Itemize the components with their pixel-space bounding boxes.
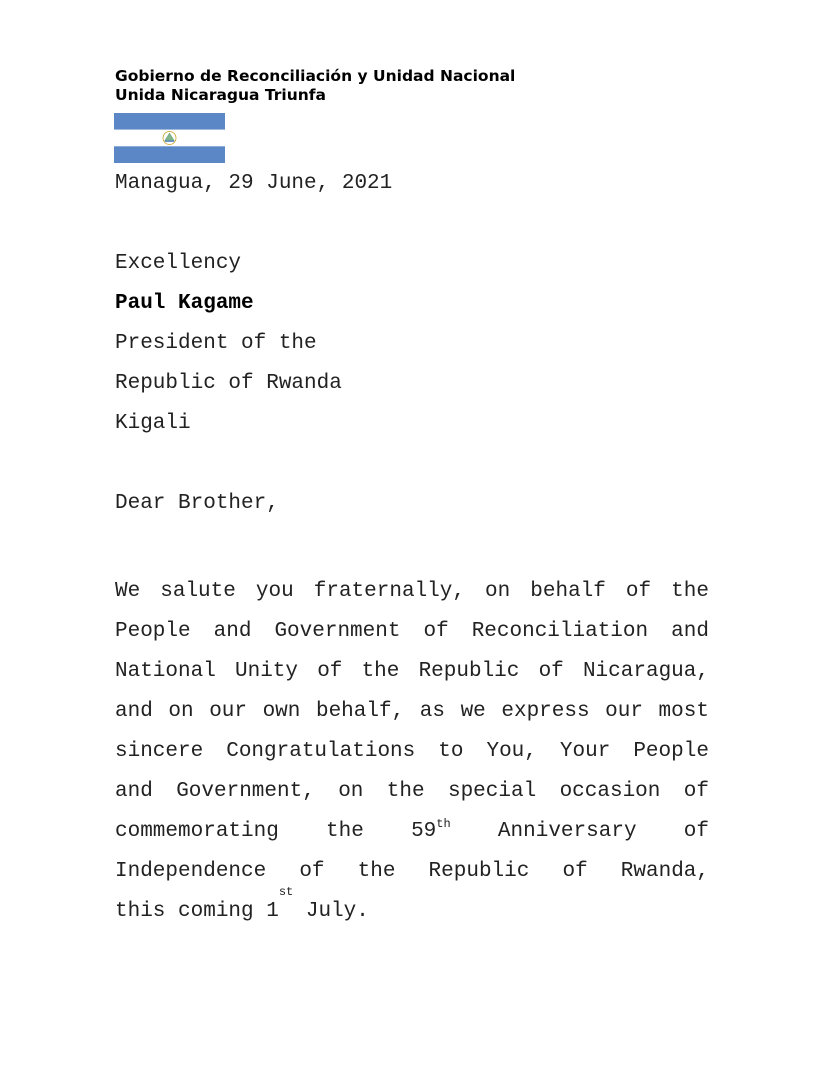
body-word: behalf, [315, 700, 405, 723]
letterhead-government: Gobierno de Reconciliación y Unidad Nacional [115, 67, 516, 85]
body-word: of [562, 860, 588, 883]
body-word: of [625, 580, 652, 603]
body-word: Reconciliation [471, 620, 649, 643]
body-word: fraternally, [313, 580, 465, 603]
addressee-city: Kigali [115, 412, 191, 435]
body-word: the [361, 660, 400, 683]
body-word: and [213, 620, 252, 643]
ordinal-suffix: th [436, 817, 451, 831]
letterhead-motto: Unida Nicaragua Triunfa [115, 86, 327, 104]
addressee-title-line1: President of the [115, 332, 317, 355]
body-line [115, 732, 709, 772]
letter-body [115, 572, 709, 932]
body-word: of [683, 820, 709, 843]
body-word: Unity [235, 660, 299, 683]
body-word: our [209, 700, 247, 723]
body-word: occasion [559, 780, 661, 803]
body-word: of [538, 660, 564, 683]
body-word: Republic [428, 860, 530, 883]
body-word: on [168, 700, 194, 723]
nicaragua-flag-icon [114, 113, 225, 163]
body-text: July. [293, 900, 369, 923]
body-word: special [447, 780, 537, 803]
body-word: You, [486, 740, 537, 763]
addressee-salutation: Excellency [115, 252, 242, 275]
body-word: Congratulations [226, 740, 416, 763]
body-word: and [115, 700, 153, 723]
body-word: of [317, 660, 343, 683]
body-word: most [658, 700, 709, 723]
addressee-name: Paul Kagame [115, 292, 254, 315]
letterhead [115, 67, 515, 105]
body-word: the [326, 820, 364, 843]
body-line [115, 772, 709, 812]
body-line [115, 812, 709, 852]
body-word: Government [274, 620, 401, 643]
body-word: We [115, 580, 141, 603]
body-word: on [338, 780, 364, 803]
body-word: own [262, 700, 301, 723]
body-word: on [485, 580, 511, 603]
body-word: you [255, 580, 294, 603]
body-line [115, 692, 709, 732]
ordinal-suffix: st [278, 885, 294, 899]
body-line [115, 852, 709, 892]
body-word: Anniversary [497, 820, 637, 843]
body-word: and [115, 780, 153, 803]
body-line [115, 572, 709, 612]
body-word: of [423, 620, 449, 643]
body-word: National [115, 660, 216, 683]
body-word: as [419, 700, 445, 723]
body-word: People [115, 620, 191, 643]
body-word: behalf [530, 580, 606, 603]
body-word: Rwanda, [620, 860, 709, 883]
body-word: the [671, 580, 709, 603]
body-word: to [438, 740, 464, 763]
body-word: salute [160, 580, 236, 603]
body-word: of [299, 860, 325, 883]
body-word: the [386, 780, 425, 803]
body-word: Republic [418, 660, 520, 683]
body-word: Nicaragua, [582, 660, 709, 683]
body-line [115, 612, 709, 652]
body-word: we [460, 700, 486, 723]
body-word: and [671, 620, 709, 643]
body-word [411, 812, 451, 852]
body-word: commemorating [115, 820, 279, 843]
body-word: Your [559, 740, 611, 763]
body-word: of [683, 780, 709, 803]
body-word: the [357, 860, 396, 883]
body-word: sincere [115, 740, 204, 763]
letter-greeting: Dear Brother, [115, 492, 279, 515]
body-word: Government, [176, 780, 315, 803]
body-line-last [115, 885, 709, 932]
letter-date: Managua, 29 June, 2021 [115, 172, 393, 195]
body-word: People [633, 740, 709, 763]
body-word: express [501, 700, 590, 723]
addressee-title-line2: Republic of Rwanda [115, 372, 342, 395]
body-word: Independence [115, 860, 267, 883]
body-line [115, 652, 709, 692]
body-text: this coming 1 [115, 900, 279, 923]
ordinal-number: 59 [411, 820, 437, 843]
body-word: our [605, 700, 643, 723]
